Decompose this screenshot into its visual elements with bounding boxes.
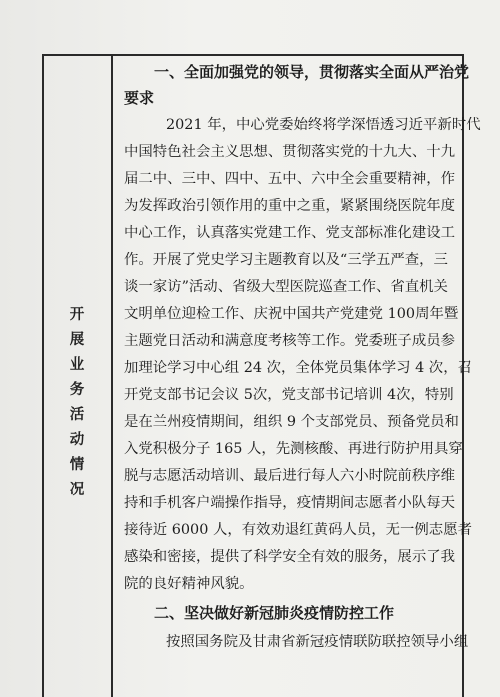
row-label-char: 活 [69,407,85,423]
row-label-vertical [66,303,88,503]
section1-body-line: 文明单位迎检工作、庆祝中国共产党建党 100周年暨 [124,306,459,322]
row-label-char: 情 [69,457,85,473]
row-label-char: 展 [69,332,85,348]
section1-heading-line: 一、全面加强党的领导，贯彻落实全面从严治党 [154,63,470,81]
section1-body-line: 是在兰州疫情期间，组织 9 个支部党员、预备党员和 [124,414,459,430]
row-label-char: 动 [69,432,85,448]
row-label-char: 开 [69,307,85,323]
section1-body-line: 入党积极分子 165 人，先测核酸、再进行防护用具穿 [124,441,463,457]
section1-body-line: 院的良好精神风貌。 [124,576,254,592]
row-label-char: 务 [69,382,85,398]
section1-body-line: 感染和密接，提供了科学安全有效的服务，展示了我 [124,549,455,565]
section1-body-line: 中心工作，认真落实党建工作、党支部标准化建设工 [124,225,455,241]
section1-body-line: 谈一家访”活动、省级大型医院巡查工作、省直机关 [124,279,448,295]
row-label-char: 业 [69,357,85,373]
section1-body-line: 届二中、三中、四中、五中、六中全会重要精神，作 [124,171,455,187]
section1-body-line: 接待近 6000 人，有效劝退红黄码人员，无一例志愿者 [124,522,472,538]
section2-heading-line: 二、坚决做好新冠肺炎疫情防控工作 [154,604,395,622]
section1-body-line: 持和手机客户端操作指导，疫情期间志愿者小队每天 [124,495,455,511]
section2-body-line: 按照国务院及甘肃省新冠疫情联防联控领导小组 [166,634,469,650]
section1-body-line: 为发挥政治引领作用的重中之重，紧紧围绕医院年度 [124,198,455,214]
row-label-cell [44,56,111,697]
column-divider [111,54,113,697]
row-label-char: 况 [69,482,85,498]
section1-body-line: 加理论学习中心组 24 次，全体党员集体学习 4 次，召 [124,360,472,376]
section1-body-line: 中国特色社会主义思想、贯彻落实党的十九大、十九 [124,144,455,160]
section1-heading-line: 要求 [124,89,155,107]
section1-body-line: 主题党日活动和满意度考核等工作。党委班子成员参 [124,333,455,349]
section1-body-line: 作。开展了党史学习主题教育以及“三学五严查，三 [124,252,448,268]
section1-body-line: 脱与志愿活动培训、最后进行每人六小时院前秩序维 [124,468,455,484]
section1-body-line: 开党支部书记会议 5次，党支部书记培训 4次，特别 [124,387,454,403]
section1-body-line: 2021 年，中心党委始终将学深悟透习近平新时代 [166,117,481,133]
